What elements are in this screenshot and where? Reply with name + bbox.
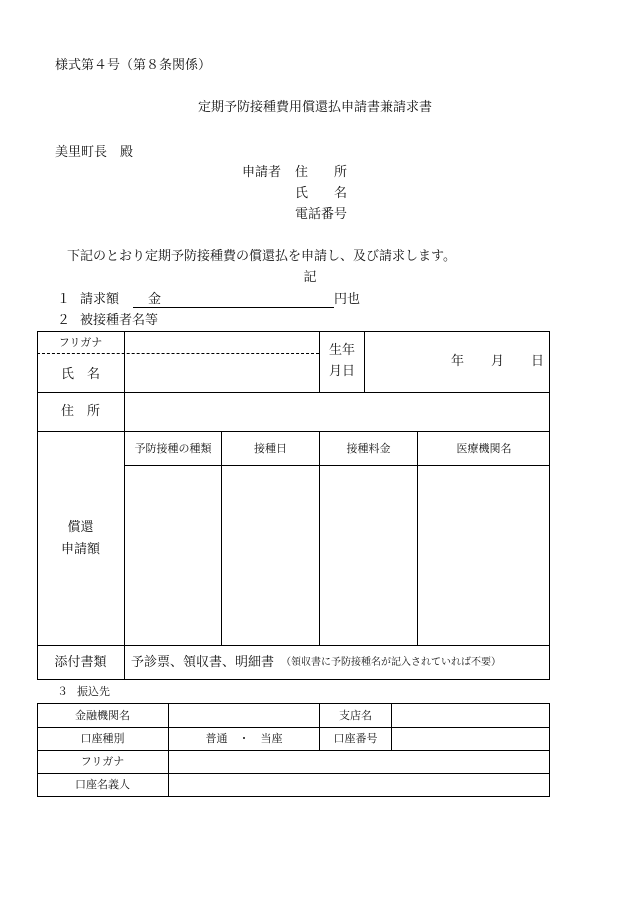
amount-prefix: 金 [148,292,162,307]
attachments-note: （領収書に予防接種名が記入されていれば不要） [281,657,501,668]
section2-number: ２ [57,313,71,328]
amount-suffix: 円也 [334,292,361,307]
account-number-field[interactable] [392,728,549,750]
birth-day-label: 日 [531,354,545,369]
column-vaccine-type: 予防接種の種類 [134,442,212,455]
column-medical-institution: 医療機関名 [456,442,512,455]
applicant-address-label: 住 所 [295,165,348,180]
bank-name-field[interactable] [169,704,319,727]
refund-label-line1: 償還 [67,520,94,535]
section3-number: ３ [57,685,68,698]
branch-name-label: 支店名 [339,709,372,722]
name-field[interactable] [125,354,319,392]
applicant-phone-label: 電話番号 [295,207,348,222]
addressee: 美里町長 殿 [55,145,134,160]
applicant-name-label: 氏 名 [295,186,348,201]
birth-month-label: 月 [491,354,505,369]
account-holder-field[interactable] [169,774,549,796]
section2-label: 被接種者名等 [80,313,159,328]
section1-label: 請求額 [80,292,120,307]
birthdate-label-line1: 生年 [328,343,355,358]
column-fee: 接種料金 [346,442,391,455]
account-type-label: 口座種別 [80,732,125,745]
name-label: 氏 名 [60,367,100,382]
birth-year-label: 年 [451,354,465,369]
medical-institution-field[interactable] [418,466,549,645]
account-type-options[interactable]: 普通 ・ 当座 [205,732,283,745]
account-furigana-field[interactable] [169,751,549,773]
attachments-label: 添付書類 [54,655,107,670]
refund-label-line2: 申請額 [60,542,100,557]
birthdate-label-line2: 月日 [328,364,355,379]
account-number-label: 口座番号 [333,732,378,745]
form-number: 様式第４号（第８条関係） [55,58,212,73]
furigana-label: フリガナ [58,336,103,349]
address-label: 住 所 [60,404,100,419]
account-holder-label: 口座名義人 [75,778,130,791]
fee-field[interactable] [320,466,417,645]
address-field[interactable] [125,393,549,431]
branch-name-field[interactable] [392,704,549,727]
vaccine-type-field[interactable] [125,466,221,645]
attachments-main: 予診票、領収書、明細書 [131,655,275,670]
account-furigana-label: フリガナ [80,755,125,768]
amount-underline [133,307,334,308]
applicant-label: 申請者 [242,165,282,180]
furigana-field[interactable] [125,332,319,353]
ki-label: 記 [303,270,317,285]
bank-name-label: 金融機関名 [75,709,130,722]
column-vaccination-date: 接種日 [254,442,287,455]
section1-number: １ [57,292,71,307]
section3-label: 振込先 [77,685,110,698]
statement: 下記のとおり定期予防接種費の償還払を申請し、及び請求します。 [67,249,456,264]
form-title: 定期予防接種費用償還払申請書兼請求書 [197,100,432,115]
vaccination-date-field[interactable] [222,466,319,645]
